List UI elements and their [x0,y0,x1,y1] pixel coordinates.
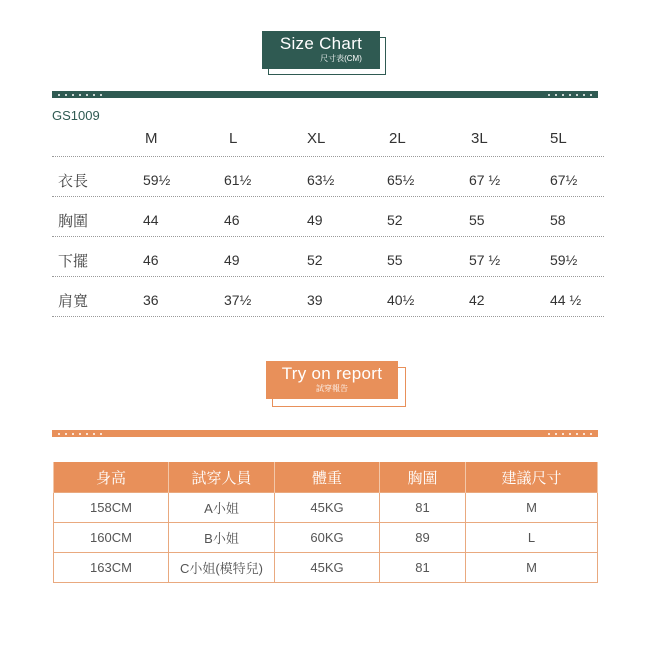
height-cell: 163CM [54,553,169,583]
row-label: 衣長 [58,173,89,190]
height-cell: 158CM [54,493,169,523]
size-chart-title: Size Chart [279,34,363,53]
header-weight: 體重 [275,462,380,493]
try-on-table [53,462,598,583]
size-header-3l: 3L [471,130,488,147]
size-value: 37½ [224,292,252,308]
size-value: 58 [550,212,566,228]
row-label: 胸圍 [58,213,89,230]
try-on-title: Try on report [281,364,383,383]
size-value: 55 [469,212,485,228]
size-value: 59½ [143,172,171,188]
size-chart-title-box [262,31,380,69]
row-label: 下擺 [58,253,89,270]
size-value: 42 [469,292,485,308]
chest-cell: 89 [380,523,466,553]
size-value: 39 [307,292,323,308]
size-value: 46 [143,252,159,268]
size-header-5l: 5L [550,130,567,147]
try-band-dots-right [548,432,592,435]
try-on-header-row [54,462,598,493]
model-code: GS1009 [52,108,100,123]
size-value: 65½ [387,172,415,188]
size-header-l: L [229,130,238,147]
size-value: 44 [143,212,159,228]
tester-cell: B小姐 [169,523,275,553]
size-header-row [52,126,604,157]
size-band-dots-right [548,93,592,96]
size-value: 55 [387,252,403,268]
size-band-dots-left [58,93,102,96]
try-on-divider-band [52,430,598,437]
try-band-dots-left [58,432,102,435]
height-cell: 160CM [54,523,169,553]
size-value: 46 [224,212,240,228]
table-row [54,553,598,583]
size-value: 52 [387,212,403,228]
size-cell: M [466,553,598,583]
table-row [54,523,598,553]
size-value: 57 ½ [469,252,501,268]
chest-cell: 81 [380,493,466,523]
chest-cell: 81 [380,553,466,583]
try-on-title-box [266,361,398,399]
weight-cell: 60KG [275,523,380,553]
size-value: 40½ [387,292,415,308]
size-header-m: M [145,130,158,147]
size-value: 63½ [307,172,335,188]
size-row-length [52,157,604,197]
size-row-hem [52,237,604,277]
header-tester: 試穿人員 [169,462,275,493]
size-value: 49 [307,212,323,228]
size-row-shoulder [52,277,604,317]
try-on-title-block [266,361,406,407]
size-header-xl: XL [307,130,326,147]
tester-cell: A小姐 [169,493,275,523]
header-suggested-size: 建議尺寸 [466,462,598,493]
weight-cell: 45KG [275,493,380,523]
size-table [52,126,604,317]
size-value: 59½ [550,252,578,268]
header-chest: 胸圍 [380,462,466,493]
size-value: 52 [307,252,323,268]
table-row [54,493,598,523]
weight-cell: 45KG [275,553,380,583]
size-value: 67 ½ [469,172,501,188]
size-row-chest [52,197,604,237]
try-on-subtitle: 試穿報告 [316,384,348,393]
header-height: 身高 [54,462,169,493]
tester-cell: C小姐(模特兒) [169,553,275,583]
size-chart-divider-band [52,91,598,98]
size-value: 67½ [550,172,578,188]
size-value: 36 [143,292,159,308]
size-header-2l: 2L [389,130,406,147]
size-value: 44 ½ [550,292,582,308]
size-cell: M [466,493,598,523]
size-value: 61½ [224,172,252,188]
size-chart-title-block [262,31,386,73]
size-value: 49 [224,252,240,268]
size-chart-subtitle: 尺寸表(CM) [320,54,362,63]
row-label: 肩寬 [58,293,89,310]
size-cell: L [466,523,598,553]
